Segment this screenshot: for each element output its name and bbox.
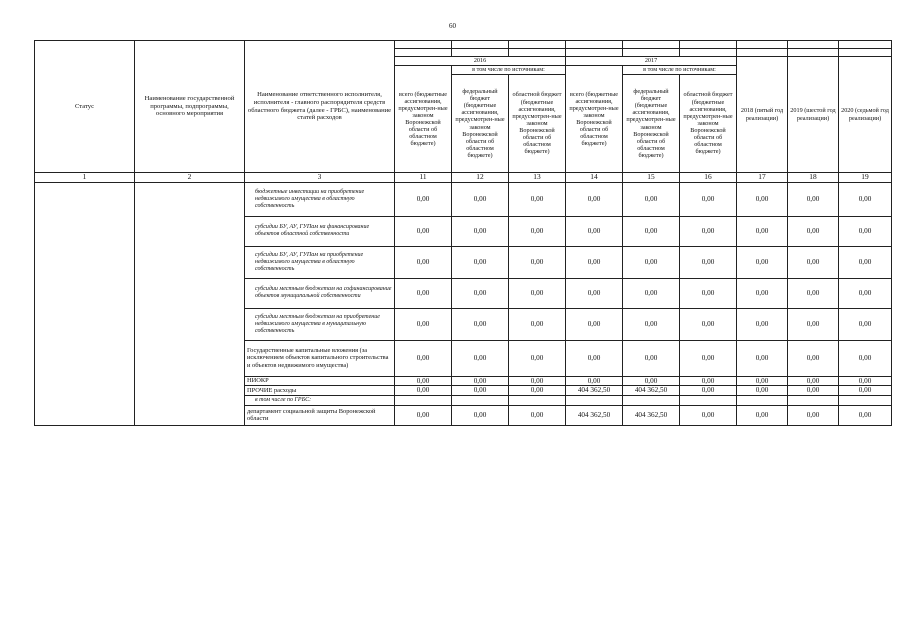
value-cell: 0,00 — [788, 340, 839, 376]
program-cell — [135, 182, 245, 425]
value-cell: 0,00 — [623, 278, 680, 308]
value-cell — [737, 395, 788, 405]
value-cell: 0,00 — [737, 308, 788, 340]
value-cell: 404 362,50 — [566, 405, 623, 425]
header-2020: 2020 (седьмой год реализации) — [839, 57, 892, 173]
value-cell: 0,00 — [788, 376, 839, 385]
header-year-2017: 2017 — [566, 57, 737, 66]
value-cell: 0,00 — [623, 246, 680, 278]
value-cell: 0,00 — [680, 340, 737, 376]
value-cell: 0,00 — [623, 216, 680, 246]
value-cell: 0,00 — [452, 386, 509, 395]
value-cell: 0,00 — [788, 216, 839, 246]
value-cell: 0,00 — [788, 386, 839, 395]
value-cell: 404 362,50 — [623, 405, 680, 425]
header-year-2016: 2016 — [395, 57, 566, 66]
value-cell: 0,00 — [452, 308, 509, 340]
value-cell: 0,00 — [737, 182, 788, 216]
value-cell: 0,00 — [680, 278, 737, 308]
value-cell: 0,00 — [395, 308, 452, 340]
value-cell: 0,00 — [509, 340, 566, 376]
header-federal-2016: федеральный бюджет (бюджетные ассигнования, предусмотрен-ные законом Воронежской области об областном бюджете) — [452, 75, 509, 173]
header-status: Статус — [35, 41, 135, 173]
value-cell: 0,00 — [452, 246, 509, 278]
header-total-2017: всего (бюджетные ассигнования, предусмотрен-ные законом Воронежской области об областном бюджете) — [566, 66, 623, 173]
value-cell: 0,00 — [680, 308, 737, 340]
value-cell: 0,00 — [839, 405, 892, 425]
row-label: НИОКР — [245, 376, 395, 385]
row-label: Государственные капитальные вложения (за исключением объектов капитального строительства и объектов недвижимого имущества) — [245, 340, 395, 376]
row-label: в том числе по ГРБС: — [245, 395, 395, 405]
column-number: 13 — [509, 173, 566, 183]
column-number: 3 — [245, 173, 395, 183]
value-cell: 0,00 — [737, 246, 788, 278]
value-cell — [566, 395, 623, 405]
column-number: 15 — [623, 173, 680, 183]
value-cell: 0,00 — [566, 376, 623, 385]
value-cell: 0,00 — [737, 376, 788, 385]
value-cell: 0,00 — [839, 340, 892, 376]
value-cell: 0,00 — [452, 405, 509, 425]
column-number: 12 — [452, 173, 509, 183]
column-number: 19 — [839, 173, 892, 183]
value-cell: 0,00 — [509, 246, 566, 278]
row-label: субсидии БУ, АУ, ГУПам на приобретение недвижимого имущества в областную собственность — [245, 246, 395, 278]
page-number: 60 — [449, 22, 456, 30]
header-2019: 2019 (шестой год реализации) — [788, 57, 839, 173]
value-cell: 0,00 — [839, 182, 892, 216]
header-executor: Наименование ответственного исполнителя, исполнителя - главного распорядителя средств областного бюджета (далее - ГРБС), наименование статей расходов — [245, 41, 395, 173]
value-cell: 0,00 — [566, 278, 623, 308]
header-program-name: Наименование государственной программы, подпрограммы, основного мероприятия — [135, 41, 245, 173]
column-number: 17 — [737, 173, 788, 183]
value-cell — [788, 395, 839, 405]
value-cell: 0,00 — [452, 278, 509, 308]
value-cell: 0,00 — [623, 308, 680, 340]
value-cell: 0,00 — [788, 246, 839, 278]
value-cell: 0,00 — [623, 376, 680, 385]
column-number: 11 — [395, 173, 452, 183]
value-cell — [395, 395, 452, 405]
row-label: департамент социальной защиты Воронежской области — [245, 405, 395, 425]
row-label: бюджетные инвестиции на приобретение недвижимого имущества в областную собственность — [245, 182, 395, 216]
value-cell: 0,00 — [395, 246, 452, 278]
value-cell: 0,00 — [839, 376, 892, 385]
column-number: 16 — [680, 173, 737, 183]
value-cell: 0,00 — [788, 278, 839, 308]
value-cell: 0,00 — [737, 340, 788, 376]
value-cell — [680, 395, 737, 405]
value-cell — [452, 395, 509, 405]
value-cell: 0,00 — [839, 246, 892, 278]
value-cell: 0,00 — [680, 182, 737, 216]
column-number: 1 — [35, 173, 135, 183]
value-cell: 0,00 — [509, 405, 566, 425]
value-cell: 0,00 — [566, 216, 623, 246]
header-federal-2017: федеральный бюджет (бюджетные ассигнования, предусмотрен-ные законом Воронежской области об областном бюджете) — [623, 75, 680, 173]
value-cell: 404 362,50 — [566, 386, 623, 395]
value-cell: 0,00 — [788, 308, 839, 340]
value-cell: 0,00 — [452, 340, 509, 376]
value-cell: 0,00 — [509, 386, 566, 395]
value-cell: 0,00 — [452, 376, 509, 385]
value-cell: 0,00 — [623, 340, 680, 376]
value-cell: 0,00 — [788, 182, 839, 216]
value-cell: 0,00 — [680, 246, 737, 278]
value-cell: 0,00 — [395, 340, 452, 376]
value-cell: 0,00 — [395, 216, 452, 246]
value-cell: 0,00 — [395, 278, 452, 308]
value-cell: 0,00 — [839, 216, 892, 246]
value-cell: 0,00 — [680, 216, 737, 246]
value-cell: 0,00 — [737, 386, 788, 395]
value-cell: 0,00 — [509, 376, 566, 385]
value-cell: 0,00 — [566, 246, 623, 278]
budget-table — [34, 40, 892, 426]
header-regional-2016: областной бюджет (бюджетные ассигнования, предусмотрен-ные законом Воронежской области об областном бюджете) — [509, 75, 566, 173]
row-label: субсидии местным бюджетам на приобретение недвижимого имущества в муниципальную собственность — [245, 308, 395, 340]
value-cell: 0,00 — [737, 405, 788, 425]
row-label: субсидии БУ, АУ, ГУПам на финансирование объектов областной собственности — [245, 216, 395, 246]
value-cell: 0,00 — [509, 308, 566, 340]
column-numbers-row — [35, 173, 892, 183]
header-2018: 2018 (пятый год реализации) — [737, 57, 788, 173]
row-label: субсидии местным бюджетам на софинансирование объектов муниципальной собственности — [245, 278, 395, 308]
value-cell: 0,00 — [452, 182, 509, 216]
header-total-2016: всего (бюджетные ассигнования, предусмотрен-ные законом Воронежской области об областном бюджете) — [395, 66, 452, 173]
column-number: 14 — [566, 173, 623, 183]
header-by-sources-2016: в том числе по источникам: — [452, 66, 566, 75]
header-regional-2017: областной бюджет (бюджетные ассигнования, предусмотрен-ные законом Воронежской области об областном бюджете) — [680, 75, 737, 173]
value-cell: 0,00 — [509, 216, 566, 246]
value-cell: 0,00 — [680, 386, 737, 395]
value-cell: 0,00 — [839, 386, 892, 395]
value-cell: 0,00 — [680, 376, 737, 385]
value-cell: 0,00 — [737, 278, 788, 308]
value-cell: 0,00 — [566, 308, 623, 340]
value-cell: 0,00 — [452, 216, 509, 246]
value-cell — [623, 395, 680, 405]
value-cell: 0,00 — [839, 278, 892, 308]
status-cell — [35, 182, 135, 425]
header-by-sources-2017: в том числе по источникам: — [623, 66, 737, 75]
value-cell: 0,00 — [788, 405, 839, 425]
value-cell: 0,00 — [395, 182, 452, 216]
value-cell: 0,00 — [395, 405, 452, 425]
value-cell: 0,00 — [395, 376, 452, 385]
value-cell: 0,00 — [395, 386, 452, 395]
value-cell: 0,00 — [623, 182, 680, 216]
value-cell: 0,00 — [566, 182, 623, 216]
value-cell — [839, 395, 892, 405]
column-number: 2 — [135, 173, 245, 183]
column-number: 18 — [788, 173, 839, 183]
value-cell: 0,00 — [839, 308, 892, 340]
table-row — [35, 182, 892, 216]
value-cell: 0,00 — [680, 405, 737, 425]
row-label: ПРОЧИЕ расходы — [245, 386, 395, 395]
value-cell: 0,00 — [566, 340, 623, 376]
value-cell: 404 362,50 — [623, 386, 680, 395]
value-cell: 0,00 — [509, 182, 566, 216]
value-cell: 0,00 — [509, 278, 566, 308]
value-cell — [509, 395, 566, 405]
value-cell: 0,00 — [737, 216, 788, 246]
